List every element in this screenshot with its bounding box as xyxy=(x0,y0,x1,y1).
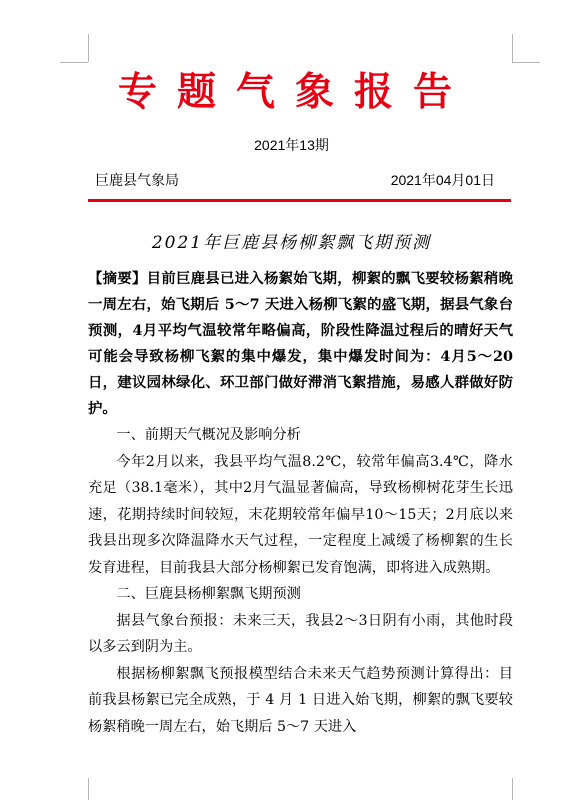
margin-mark-bottom-left-v xyxy=(88,778,89,800)
margin-mark-top-right-v xyxy=(512,34,513,62)
margin-mark-top-left-v xyxy=(88,34,89,62)
report-banner-title: 专题气象报告 xyxy=(117,69,472,115)
abstract-paragraph xyxy=(88,266,513,422)
header-red-divider xyxy=(88,199,511,202)
section2-heading: 二、巨鹿县杨柳絮飘飞期预测 xyxy=(116,586,301,602)
agency-name: 巨鹿县气象局 xyxy=(95,172,179,188)
issue-number: 2021年13期 xyxy=(254,137,329,153)
abstract-label: 【摘要】 xyxy=(88,270,147,287)
section1-heading: 一、前期天气概况及影响分析 xyxy=(116,427,301,443)
document-title: 2021年巨鹿县杨柳絮飘飞期预测 xyxy=(151,233,432,253)
section2-paragraph-2: 根据杨柳絮飘飞预报模型结合未来天气趋势预测计算得出：目前我县杨絮已完全成熟，于 4 月 1 日进入始飞期，柳絮的飘飞要较杨絮稍晚一周左右，始飞期后 5～7 天进入 xyxy=(88,665,513,735)
report-date: 2021年04月01日 xyxy=(390,172,495,188)
section1-paragraph: 今年2月以来，我县平均气温8.2℃，较常年偏高3.4℃，降水充足（38.1毫米），其中2月气温显著偏高，导致杨柳树花芽生长迅速，花期持续时间较短，末花期较常年偏早10～15天；2月底以来我县出现多次降温降水天气过程，一定程度上减缓了杨柳絮的生长发育进程，目前我县大部分杨柳絮已发育饱满，即将进入成熟期。 xyxy=(88,453,513,576)
abstract-text: 目前巨鹿县已进入杨絮始飞期，柳絮的飘飞要较杨絮稍晚一周左右，始飞期后 5～7 天进入杨柳飞絮的盛飞期，据县气象台预测，4月平均气温较常年略偏高，阶段性降温过程后的晴好天气可能会导致杨柳飞絮的集中爆发，集中爆发时间为：4月5～20日，建议园林绿化、环卫部门做好滞消飞絮措施，易感人群做好防护。 xyxy=(88,270,513,417)
document-body xyxy=(88,266,513,740)
section2-paragraph-1: 据县气象台预报：未来三天，我县2～3日阴有小雨，其他时段以多云到阴为主。 xyxy=(88,612,513,655)
margin-mark-bottom-right-v xyxy=(512,778,513,800)
